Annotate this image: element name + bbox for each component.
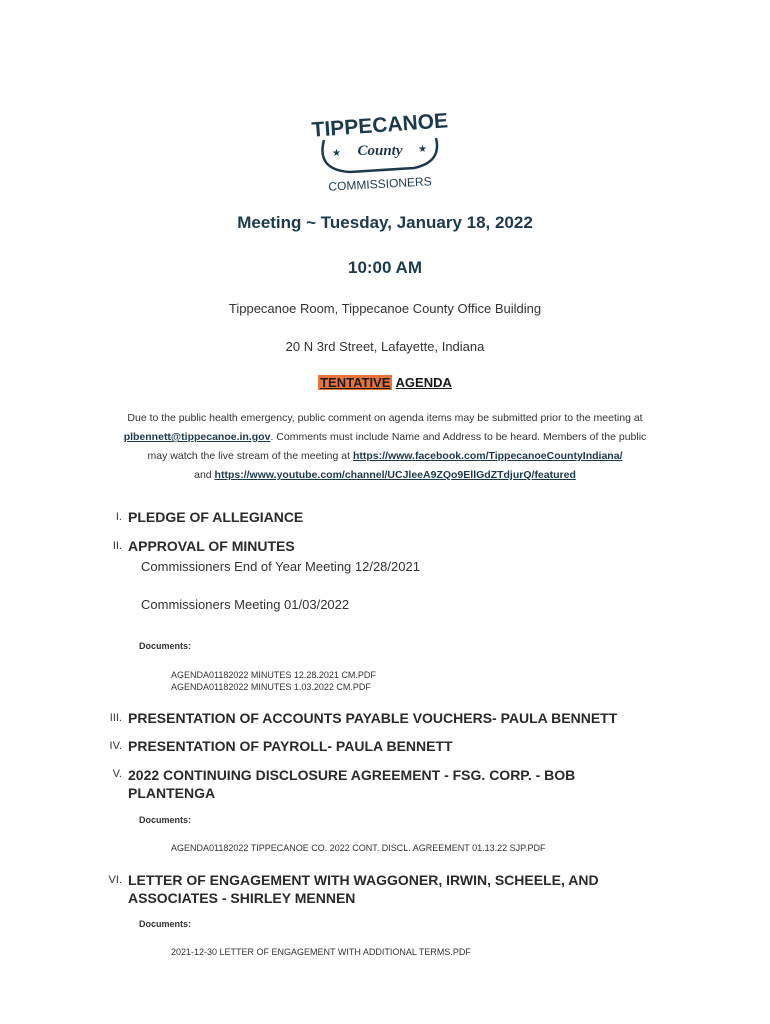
meeting-location: Tippecanoe Room, Tippecanoe County Office Building <box>228 301 542 316</box>
tippecanoe-county-logo <box>310 98 450 194</box>
agenda-label: AGENDA <box>395 375 452 390</box>
facebook-link[interactable]: https://www.facebook.com/TippecanoeCountyIndiana/ <box>352 450 623 462</box>
email-link[interactable]: plbennett@tippecanoe.in.gov <box>123 431 271 443</box>
star-icon: ★ <box>418 144 427 155</box>
section-title-letter-of-engagement: LETTER OF ENGAGEMENT WITH WAGGONER, IRWIN, SCHEELE, AND <box>128 872 599 888</box>
section-title-payroll: PRESENTATION OF PAYROLL- PAULA BENNETT <box>128 738 453 754</box>
section-title-pledge: PLEDGE OF ALLEGIANCE <box>128 509 304 525</box>
star-icon: ★ <box>332 148 341 159</box>
logo-text-county: County <box>357 143 403 159</box>
notice-line <box>95 447 675 466</box>
logo-text-commissioners: COMMISSIONERS <box>328 174 432 194</box>
notice-line <box>95 428 675 447</box>
tentative-label: TENTATIVE <box>320 375 391 390</box>
documents-label: Documents: <box>139 919 192 929</box>
documents-label: Documents: <box>139 641 192 651</box>
document-link[interactable]: AGENDA01182022 MINUTES 1.03.2022 CM.PDF <box>171 682 371 692</box>
meeting-time: 10:00 AM <box>347 258 422 277</box>
notice-line: Due to the public health emergency, public comment on agenda items may be submitted prior to the meeting at <box>127 412 643 424</box>
notice-text: may watch the live stream of the meeting at <box>147 450 353 462</box>
section-number: V. <box>112 768 122 780</box>
section-title-disclosure-agreement-cont: PLANTENGA <box>128 785 216 801</box>
agenda-heading <box>0 375 770 390</box>
section-title-letter-of-engagement-cont: ASSOCIATES - SHIRLEY MENNEN <box>128 890 356 906</box>
notice-line <box>95 466 675 485</box>
documents-label: Documents: <box>139 815 192 825</box>
document-link[interactable]: AGENDA01182022 MINUTES 12.28.2021 CM.PDF <box>171 670 376 680</box>
meeting-address: 20 N 3rd Street, Lafayette, Indiana <box>285 339 485 354</box>
notice-text: and <box>194 469 215 481</box>
section-number: I. <box>115 511 122 523</box>
document-link[interactable]: AGENDA01182022 TIPPECANOE CO. 2022 CONT. DISCL. AGREEMENT 01.13.22 SJP.PDF <box>171 843 546 853</box>
agenda-item: Commissioners Meeting 01/03/2022 <box>141 597 350 612</box>
section-number: IV. <box>109 740 122 752</box>
meeting-title: Meeting ~ Tuesday, January 18, 2022 <box>237 213 533 232</box>
section-number: VI. <box>108 874 122 886</box>
notice-text: . Comments must include Name and Address to be heard. Members of the public <box>270 431 647 443</box>
section-number: II. <box>112 540 122 552</box>
public-comment-notice <box>95 409 675 485</box>
document-link[interactable]: 2021-12-30 LETTER OF ENGAGEMENT WITH ADDITIONAL TERMS.PDF <box>171 947 471 957</box>
section-title-disclosure-agreement: 2022 CONTINUING DISCLOSURE AGREEMENT - FSG. CORP. - BOB <box>128 767 576 783</box>
agenda-item: Commissioners End of Year Meeting 12/28/2021 <box>141 559 420 574</box>
youtube-link[interactable]: https://www.youtube.com/channel/UCJleeA9ZQo9EllGdZTdjurQ/featured <box>214 469 576 481</box>
section-title-minutes: APPROVAL OF MINUTES <box>128 538 295 554</box>
logo-text-tippecanoe: TIPPECANOE <box>310 109 449 142</box>
section-title-accounts-payable: PRESENTATION OF ACCOUNTS PAYABLE VOUCHERS- PAULA BENNETT <box>128 710 618 726</box>
section-number: III. <box>109 712 122 724</box>
